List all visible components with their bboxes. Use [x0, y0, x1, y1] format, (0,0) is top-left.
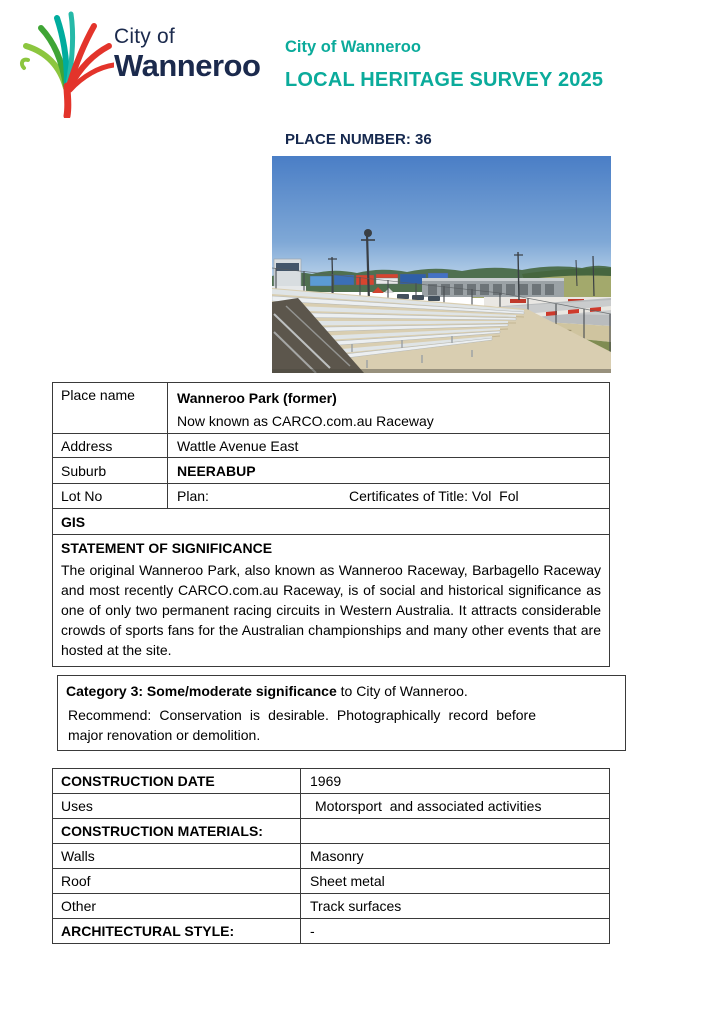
recommend-text: Recommend: Conservation is desirable. Photographically record before major renovation or demolition. [68, 707, 536, 743]
construction-date-label: CONSTRUCTION DATE [53, 769, 301, 793]
header-survey-title: LOCAL HERITAGE SURVEY 2025 [285, 69, 604, 91]
walls-label: Walls [53, 844, 301, 868]
table-row [53, 769, 609, 793]
table-row [53, 893, 609, 918]
architectural-style-value: - [310, 923, 315, 939]
place-name-label: Place name [53, 383, 168, 433]
gis-row: GIS [53, 508, 609, 534]
lot-no-value [168, 484, 609, 508]
suburb-label: Suburb [53, 458, 168, 483]
header-city-of-wanneroo: City of Wanneroo [285, 38, 421, 56]
table-row [53, 918, 609, 943]
category-rest-text: to City of Wanneroo. [336, 683, 468, 699]
table-row [53, 793, 609, 818]
table-row [53, 457, 609, 483]
statement-of-significance [53, 534, 609, 666]
other-value: Track surfaces [310, 898, 402, 914]
raceway-photo-illustration [272, 156, 611, 373]
plan-label: Plan: [177, 488, 209, 504]
architectural-style-label: ARCHITECTURAL STYLE: [53, 919, 301, 943]
construction-materials-label: CONSTRUCTION MATERIALS: [53, 819, 301, 843]
table-row [53, 868, 609, 893]
uses-value: Motorsport and associated activities [315, 798, 542, 814]
address-value: Wattle Avenue East [177, 437, 299, 454]
table-row [53, 483, 609, 508]
kangaroo-paw-icon [14, 8, 114, 118]
suburb-value: NEERABUP [177, 462, 256, 479]
address-label: Address [53, 434, 168, 457]
significance-text: The original Wanneroo Park, also known as Wanneroo Raceway, Barbagello Raceway and most recently CARCO.com.au Raceway, is of social and historical significance as one of only two permanent racing circuits in Western Australia. It attracts considerable crowds of sports fans for the Australian championships and many other events that are hosted at the site. [61, 562, 601, 658]
table-row [53, 818, 609, 843]
place-name-value: Wanneroo Park (former) Now known as CARCO.com.au Raceway [177, 390, 434, 429]
table-row [53, 383, 609, 433]
construction-materials-value [301, 819, 609, 843]
document-header [285, 38, 603, 92]
logo-city-of: City of [114, 25, 175, 48]
construction-date-value: 1969 [310, 773, 342, 789]
uses-label: Uses [53, 794, 301, 818]
place-details-table [52, 382, 610, 667]
category-bold-text: Category 3: Some/moderate significance [66, 683, 337, 699]
roof-label: Roof [53, 869, 301, 893]
certificates-label: Certificates of Title: Vol Fol [349, 488, 519, 504]
walls-value: Masonry [310, 848, 364, 864]
table-row [53, 843, 609, 868]
place-photo [272, 156, 611, 373]
lot-no-label: Lot No [53, 484, 168, 508]
other-label: Other [53, 894, 301, 918]
city-of-wanneroo-logo [14, 6, 264, 106]
construction-table [52, 768, 610, 944]
category-box [57, 675, 626, 751]
logo-text [114, 26, 260, 81]
logo-wanneroo: Wanneroo [114, 48, 261, 83]
roof-value: Sheet metal [310, 873, 385, 889]
category-line [66, 681, 617, 701]
significance-heading: STATEMENT OF SIGNIFICANCE [61, 540, 273, 556]
place-number-label: PLACE NUMBER: 36 [285, 131, 432, 148]
table-row [53, 433, 609, 457]
